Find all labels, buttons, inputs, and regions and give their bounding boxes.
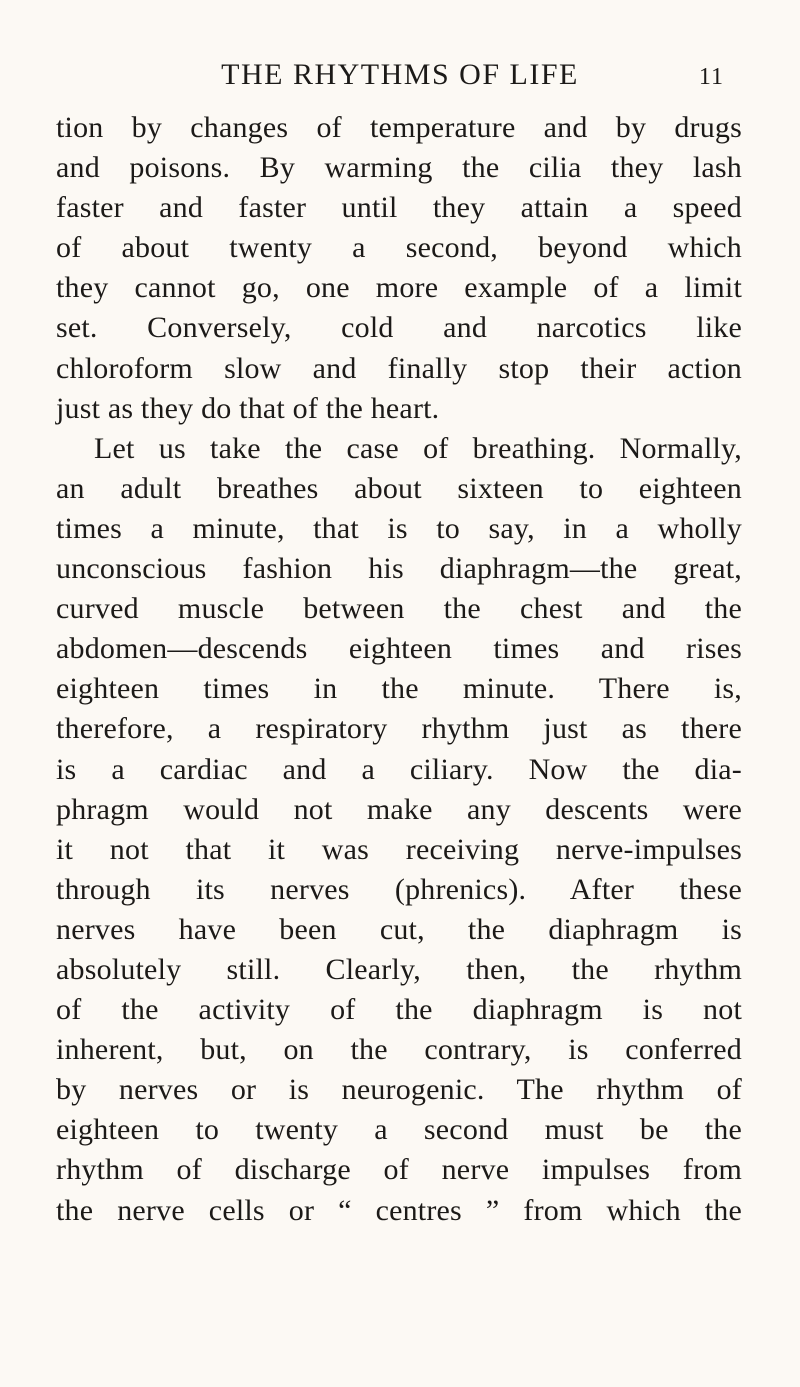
text-line: phragm would not make any descents were (56, 792, 742, 826)
text-line: unconscious fashion his diaphragm—the great, (56, 552, 742, 586)
text-line: chloroform slow and finally stop their action (56, 351, 742, 385)
text-line: absolutely still. Clearly, then, the rhythm (56, 952, 742, 986)
text-line: curved muscle between the chest and the (56, 592, 742, 626)
paragraph-start-line: Let us take the case of breathing. Normally, (94, 431, 742, 465)
text-line: it not that it was receiving nerve-impulses (56, 832, 742, 866)
text-line: nerves have been cut, the diaphragm is (56, 912, 742, 946)
text-line: set. Conversely, cold and narcotics like (56, 311, 742, 345)
text-line: times a minute, that is to say, in a wholly (56, 511, 742, 545)
text-line: just as they do that of the heart. (56, 391, 440, 425)
text-line: of the activity of the diaphragm is not (56, 993, 742, 1027)
text-line: therefore, a respiratory rhythm just as there (56, 712, 742, 746)
text-line: is a cardiac and a ciliary. Now the dia- (56, 752, 742, 786)
text-line: and poisons. By warming the cilia they lash (56, 151, 742, 185)
running-head-title: THE RHYTHMS OF LIFE (221, 58, 579, 91)
text-line: through its nerves (phrenics). After these (56, 872, 742, 906)
page-number: 11 (698, 64, 724, 90)
text-line: eighteen times in the minute. There is, (56, 672, 742, 706)
body-text (56, 108, 742, 1231)
text-line: rhythm of discharge of nerve impulses from (56, 1153, 742, 1187)
text-line: the nerve cells or “ centres ” from which the (56, 1193, 742, 1227)
text-line: of about twenty a second, beyond which (56, 231, 742, 265)
text-line: tion by changes of temperature and by drugs (56, 111, 742, 144)
text-line: they cannot go, one more example of a limit (56, 271, 742, 305)
text-line: inherent, but, on the contrary, is conferred (56, 1033, 742, 1067)
text-line: an adult breathes about sixteen to eighteen (56, 471, 742, 505)
text-line: faster and faster until they attain a speed (56, 191, 742, 225)
text-line: eighteen to twenty a second must be the (56, 1113, 742, 1147)
running-head (0, 53, 800, 97)
text-line: abdomen—descends eighteen times and rises (56, 632, 742, 666)
text-line: by nerves or is neurogenic. The rhythm of (56, 1073, 742, 1107)
